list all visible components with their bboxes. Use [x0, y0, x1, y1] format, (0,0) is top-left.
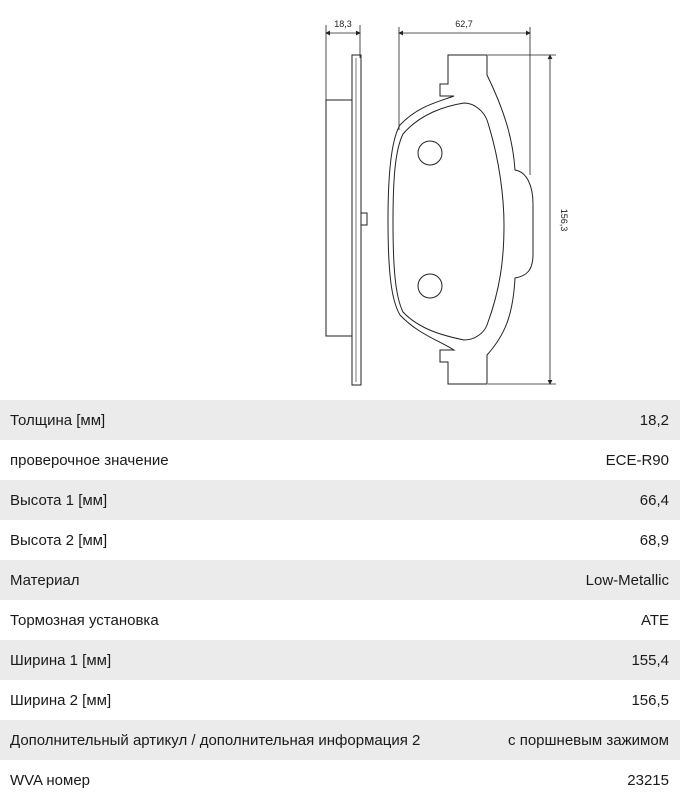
spec-row-width-2: [0, 680, 680, 720]
spec-row-wva-number: [0, 760, 680, 800]
spec-row-additional-info: [0, 720, 680, 760]
spec-value: 66,4: [639, 491, 669, 509]
spec-label: проверочное значение: [10, 451, 169, 469]
spec-value: 156,5: [631, 691, 669, 709]
width-dimension-label: 62,7: [455, 19, 473, 29]
spec-label: Ширина 1 [мм]: [10, 651, 112, 669]
spec-value: с поршневым зажимом: [508, 731, 669, 749]
width-dimension: [399, 19, 530, 175]
spec-row-test-value: [0, 440, 680, 480]
spec-value: 23215: [627, 771, 669, 789]
spec-row-height-1: [0, 480, 680, 520]
specifications-table: [0, 400, 680, 800]
pad-front-view: [388, 55, 533, 384]
spec-row-material: [0, 560, 680, 600]
spec-value: 155,4: [631, 651, 669, 669]
spec-label: Высота 1 [мм]: [10, 491, 108, 509]
height-dimension-label: 156,3: [559, 208, 569, 232]
spec-row-thickness: [0, 400, 680, 440]
spec-label: Материал: [10, 571, 80, 589]
pad-side-view: [326, 55, 367, 385]
spec-value: ECE-R90: [605, 451, 669, 469]
spec-row-width-1: [0, 640, 680, 680]
spec-label: Дополнительный артикул / дополнительная информация 2: [10, 731, 421, 749]
spec-label: Ширина 2 [мм]: [10, 691, 112, 709]
thickness-dimension: [326, 19, 360, 100]
spec-row-height-2: [0, 520, 680, 560]
thickness-dimension-label: 18,3: [334, 19, 352, 29]
spec-label: Тормозная установка: [10, 611, 159, 629]
spec-value: 18,2: [639, 411, 669, 429]
spec-label: Высота 2 [мм]: [10, 531, 108, 549]
spec-value: 68,9: [639, 531, 669, 549]
spec-value: Low-Metallic: [585, 571, 669, 589]
spec-row-brake-system: [0, 600, 680, 640]
spec-label: WVA номер: [10, 771, 91, 789]
spec-value: ATE: [640, 611, 669, 629]
spec-label: Толщина [мм]: [10, 411, 106, 429]
